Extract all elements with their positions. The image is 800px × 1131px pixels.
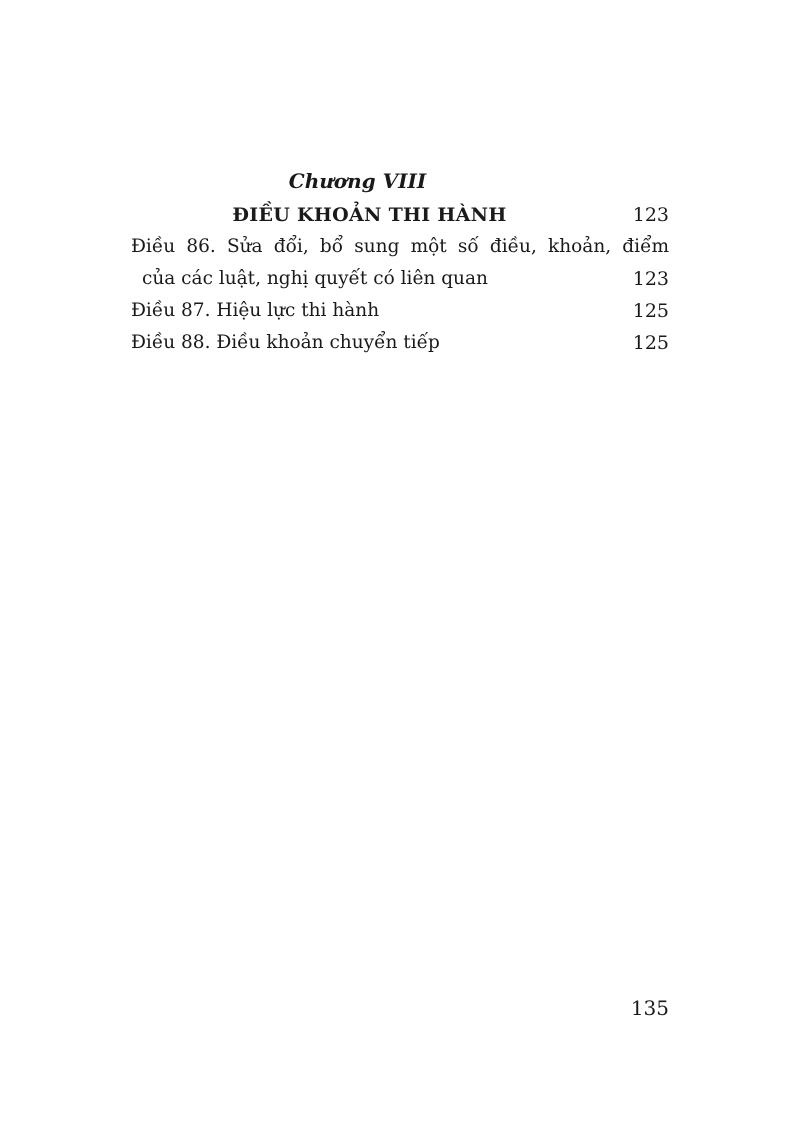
toc-entry-88 [131,329,669,357]
toc-entry-86-line2: của các luật, nghị quyết có liên quan [142,268,488,289]
toc-entry-86-continued [131,265,669,293]
toc-entry-86 [131,233,669,261]
chapter-page-number: 123 [632,204,669,226]
chapter-title: ĐIỀU KHOẢN THI HÀNH [232,204,507,226]
toc-entry-87 [131,297,669,325]
chapter-label: Chương VIII [288,169,427,193]
toc-entry-86-page: 123 [632,268,669,290]
toc-entry-88-text: Điều 88. Điều khoản chuyển tiếp [131,332,440,353]
page-number: 135 [630,996,669,1020]
toc-entry-86-line1: Điều 86. Sửa đổi, bổ sung một số điều, khoản, điểm [131,236,669,257]
toc-entry-87-text: Điều 87. Hiệu lực thi hành [131,300,380,321]
toc-entry-88-page: 125 [632,332,669,354]
chapter-title-row [131,201,669,229]
toc-entry-87-page: 125 [632,300,669,322]
